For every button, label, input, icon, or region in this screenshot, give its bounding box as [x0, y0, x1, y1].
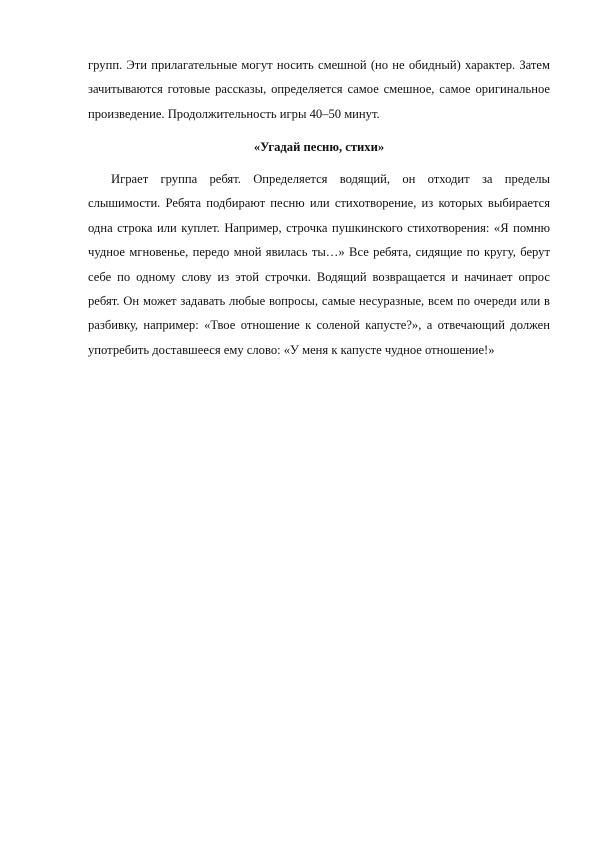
continuation-paragraph: групп. Эти прилагательные могут носить смешной (но не обидный) характер. Затем зачитываются готовые рассказы, определяется самое смешное, самое оригинальное произведение. Продолжительность игры 40–50 минут. — [88, 58, 550, 121]
section-title: «Угадай песню, стихи» — [253, 140, 385, 154]
game-description-paragraph: Играет группа ребят. Определяется водящий, он отходит за пределы слышимости. Ребята подбирают песню или стихотворение, из которых выбирается одна строка или куплет. Например, строчка пушкинского стихотворения: «Я помню чудное мгновенье, передо мной явилась ты…» Все ребята, сидящие по кругу, берут себе по одному слову из этой строчки. Водящий возвращается и начинает опрос ребят. Он может задавать любые вопросы, самые несуразные, всем по очереди или в разбивку, например: «Твое отношение к соленой капусте?», а отвечающий должен употребить доставшееся ему слово: «У меня к капусте чудное отношение!» — [88, 172, 550, 357]
